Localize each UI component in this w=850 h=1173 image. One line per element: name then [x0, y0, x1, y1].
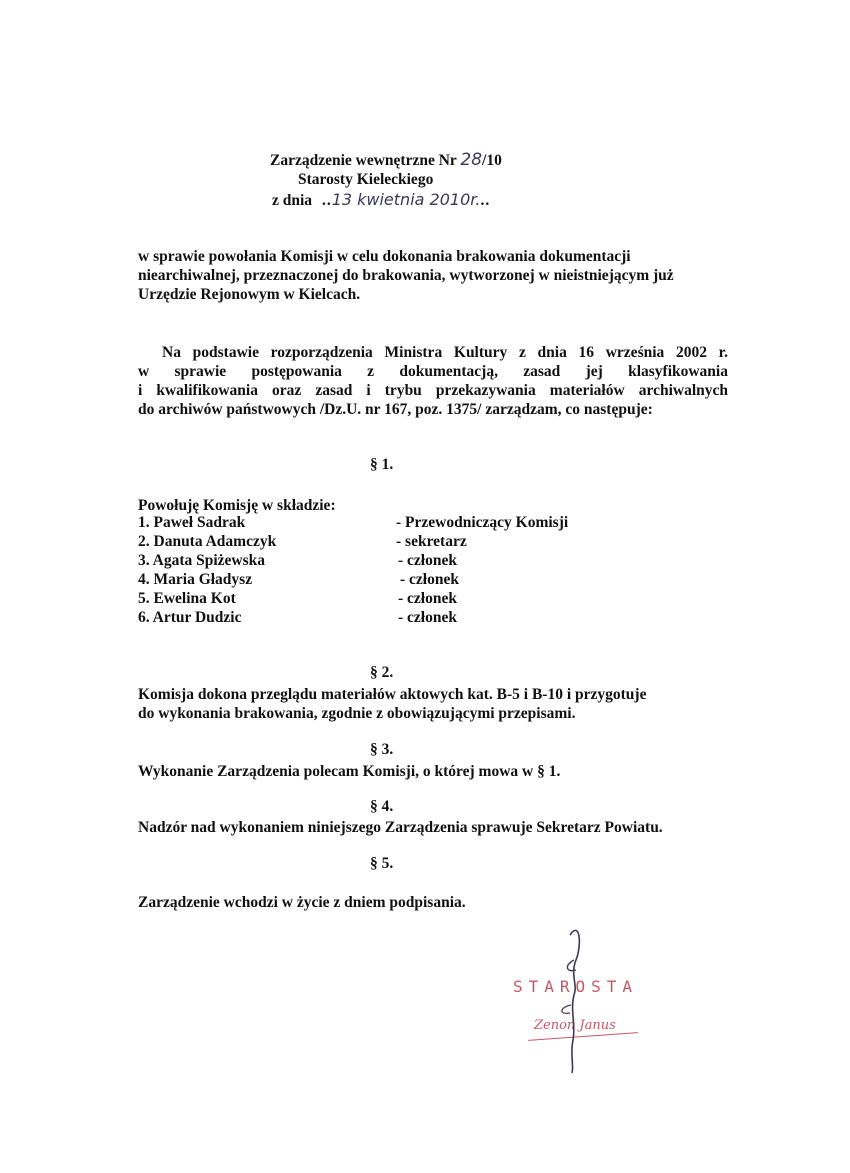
section-5-mark: § 5.	[370, 855, 394, 872]
signature-drawing	[540, 915, 620, 1075]
handwritten-date: 13 kwietnia 2010r.	[331, 190, 481, 209]
date-line: z dnia ..13 kwietnia 2010r...	[272, 190, 491, 209]
committee-intro: Powołuję Komisję w składzie:	[138, 497, 336, 514]
subject-line-2: niearchiwalnej, przeznaczonej do brakowania, wytworzonej w nieistniejącym już	[138, 267, 674, 284]
preamble-line-4: do archiwów państwowych /Dz.U. nr 167, poz. 1375/ zarządzam, co następuje:	[138, 401, 653, 418]
section-2-mark: § 2.	[370, 664, 394, 681]
preamble-line-1: Na podstawie rozporządzenia Ministra Kultury z dnia 16 września 2002 r.	[162, 344, 728, 361]
section-4-text: Nadzór nad wykonaniem niniejszego Zarządzenia sprawuje Sekretarz Powiatu.	[138, 819, 663, 836]
subject-line-1: w sprawie powołania Komisji w celu dokonania brakowania dokumentacji	[138, 248, 631, 265]
member-role-5: - członek	[398, 590, 457, 607]
handwritten-number: 28	[460, 150, 483, 170]
member-name-6: 6. Artur Dudzic	[138, 609, 242, 626]
section-2-line-2: do wykonania brakowania, zgodnie z obowiązującymi przepisami.	[138, 705, 576, 722]
member-name-1: 1. Paweł Sadrak	[138, 514, 246, 531]
subject-line-3: Urzędzie Rejonowym w Kielcach.	[138, 286, 361, 303]
member-name-2: 2. Danuta Adamczyk	[138, 533, 277, 550]
member-name-5: 5. Ewelina Kot	[138, 590, 236, 607]
member-name-4: 4. Maria Gładysz	[138, 571, 253, 588]
section-5-text: Zarządzenie wchodzi w życie z dniem podpisania.	[138, 894, 466, 911]
section-3-mark: § 3.	[370, 741, 394, 758]
preamble-line-2: w sprawie postępowania z dokumentacją, zasad jej klasyfikowania	[138, 363, 728, 380]
member-role-4: - członek	[400, 571, 459, 588]
title-suffix: /10	[482, 152, 502, 169]
starosta-stamp-title: STAROSTA	[513, 977, 639, 996]
section-1-mark: § 1.	[370, 456, 394, 473]
issuer-line: Starosty Kieleckiego	[298, 171, 434, 188]
preamble	[138, 343, 728, 419]
document-title	[270, 151, 502, 170]
title-prefix: Zarządzenie wewnętrzne Nr	[270, 152, 457, 169]
member-role-3: - członek	[398, 552, 457, 569]
section-4-mark: § 4.	[370, 798, 394, 815]
member-role-6: - członek	[398, 609, 457, 626]
section-2-line-1: Komisja dokona przeglądu materiałów aktowych kat. B-5 i B-10 i przygotuje	[138, 686, 647, 703]
section-3-text: Wykonanie Zarządzenia polecam Komisji, o której mowa w § 1.	[138, 763, 561, 780]
starosta-stamp-name: Zenon Janus	[534, 1018, 616, 1033]
member-name-3: 3. Agata Spiżewska	[138, 552, 266, 569]
date-prefix: z dnia	[272, 192, 313, 209]
preamble-line-3: i kwalifikowania oraz zasad i trybu przekazywania materiałów archiwalnych	[138, 382, 728, 399]
handwritten-signature	[540, 915, 620, 1080]
member-role-1: - Przewodniczący Komisji	[396, 514, 569, 531]
member-role-2: - sekretarz	[396, 533, 467, 550]
